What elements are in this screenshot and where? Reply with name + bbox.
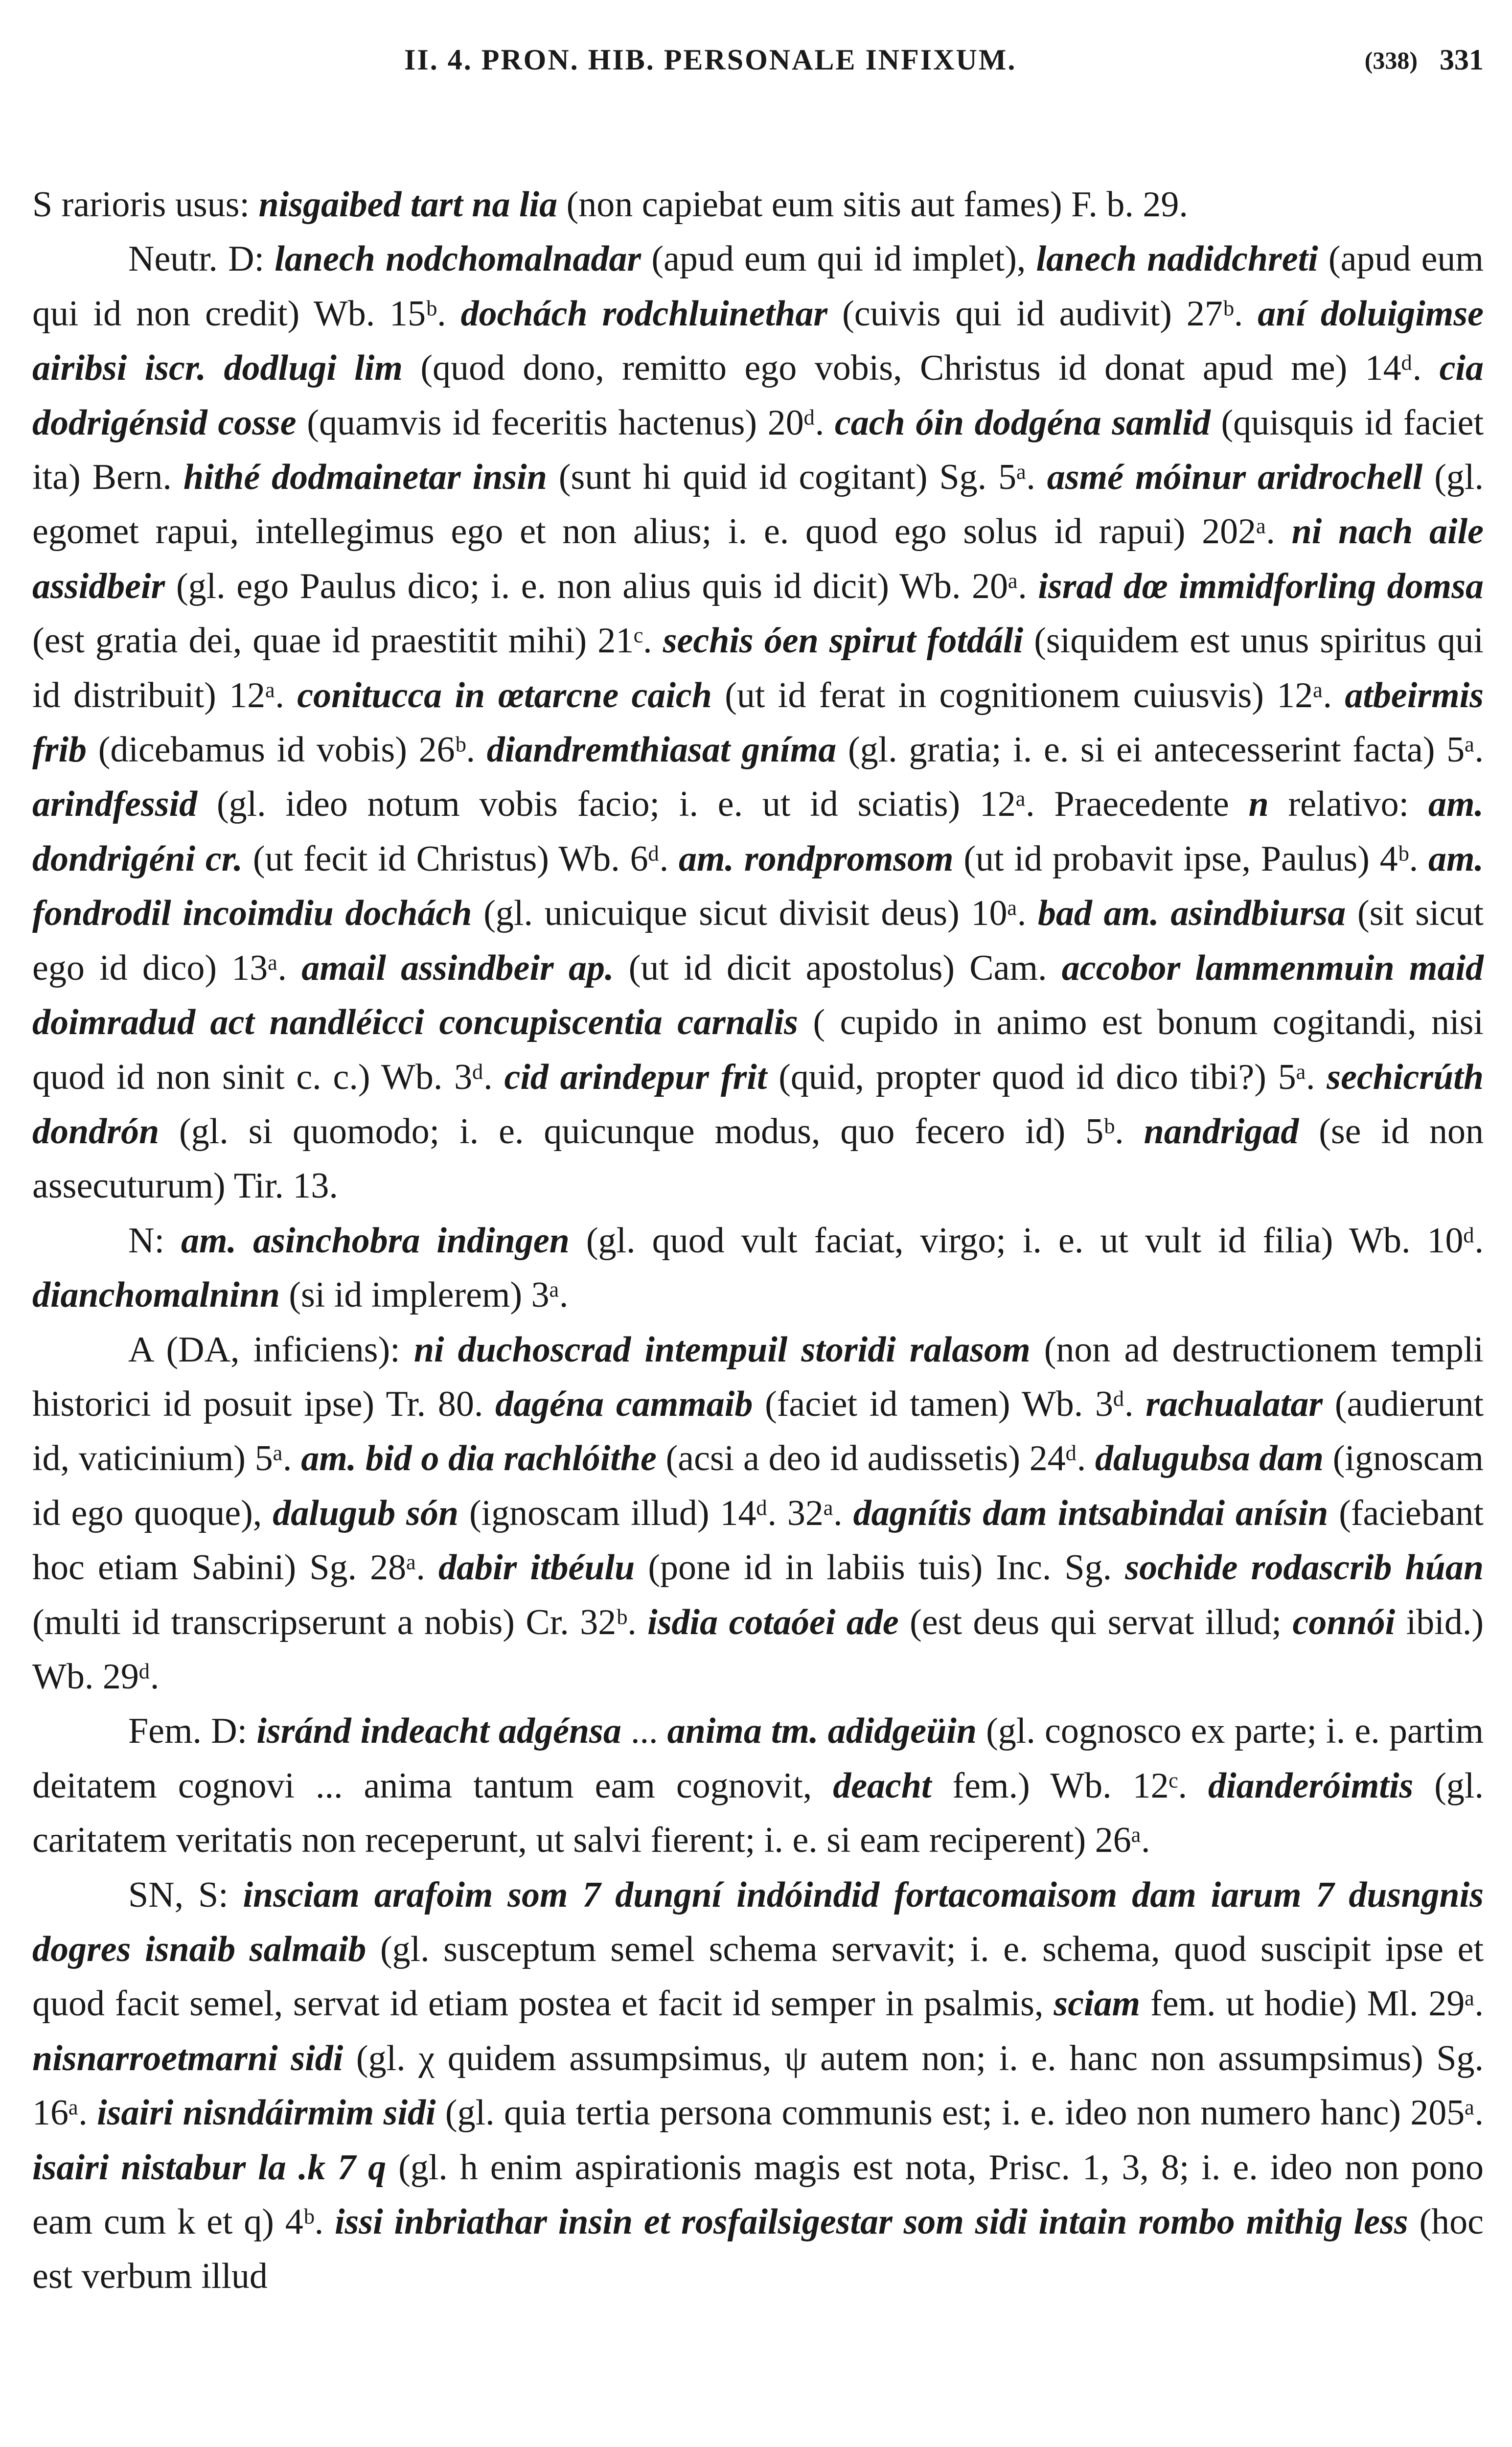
- latin-text: [206, 348, 224, 388]
- latin-text: (gl. si quomodo; i. e. quicunque modus, quo fecero id) 5ᵇ.: [159, 1111, 1144, 1152]
- irish-gloss: conitucca in œtarcne caich: [297, 675, 712, 716]
- latin-text: (quid, propter quod id dico tibi?) 5ᵃ.: [767, 1057, 1327, 1097]
- latin-text: A (DA, inficiens):: [128, 1329, 414, 1370]
- latin-text: (se id non assecuturum) Tir. 13.: [32, 1111, 1484, 1206]
- latin-text: (apud eum qui id non credit) Wb. 15ᵇ.: [32, 239, 1484, 334]
- latin-text: (quamvis id feceritis hactenus) 20ᵈ.: [296, 402, 835, 443]
- latin-text: (ut fecit id Christus) Wb. 6ᵈ.: [242, 838, 679, 879]
- irish-gloss: accobor lammenmuin maid doimradud act nandléicci concupiscentia carnalis: [32, 947, 1484, 1043]
- irish-gloss: diandremthiasat gníma: [486, 730, 837, 770]
- irish-gloss: cia dodrigénsid cosse: [32, 348, 1484, 443]
- paragraph: [32, 232, 1484, 1213]
- latin-text: (si id implerem) 3ᵃ.: [279, 1275, 569, 1316]
- latin-text: ...: [621, 1711, 667, 1752]
- latin-text: (cuivis qui id audivit) 27ᵇ.: [827, 293, 1258, 334]
- irish-gloss: am. dondrigéni cr.: [32, 784, 1484, 879]
- main-text: [32, 178, 1484, 2304]
- latin-text: (ut id ferat in cognitionem cuiusvis) 12ᵃ.: [711, 675, 1345, 716]
- latin-text: (pone id in labiis tuis) Inc. Sg.: [635, 1547, 1125, 1588]
- irish-gloss: lanech nodchomalnadar: [275, 239, 641, 279]
- latin-text: S rarioris usus:: [32, 185, 259, 225]
- latin-text: (sunt hi quid id cogitant) Sg. 5ᵃ.: [547, 457, 1047, 498]
- latin-text: (est deus qui servat illud;: [898, 1602, 1293, 1642]
- irish-gloss: dalugub són: [273, 1493, 459, 1533]
- latin-text: relativo:: [1268, 784, 1428, 825]
- irish-gloss: bad am. asindbiursa: [1037, 893, 1346, 934]
- latin-text: (apud eum qui id implet),: [641, 239, 1036, 279]
- paragraph: [32, 1323, 1484, 1705]
- irish-gloss: sochide rodascrib húan: [1125, 1547, 1484, 1588]
- irish-gloss: dianchomalninn: [32, 1275, 280, 1316]
- latin-text: SN, S:: [128, 1874, 243, 1915]
- irish-gloss: cach óin dodgéna samlid: [834, 402, 1211, 443]
- irish-gloss: issi inbriathar insin et rosfailsigestar som sidi intain rombo mithig less: [334, 2202, 1408, 2242]
- irish-gloss: am. rondpromsom: [678, 838, 954, 879]
- irish-gloss: cid arindepur frit: [504, 1057, 767, 1097]
- latin-text: (gl. quod vult faciat, virgo; i. e. ut vult id filia) Wb. 10ᵈ.: [569, 1220, 1484, 1261]
- paragraph: [32, 1868, 1484, 2304]
- latin-text: (audierunt id, vaticinium) 5ᵃ.: [32, 1384, 1484, 1479]
- irish-gloss: nisnarroetmarni sidi: [32, 2038, 344, 2078]
- latin-text: (gl. egomet rapui, intellegimus ego et non alius; i. e. quod ego solus id rapui) 202ᵃ.: [32, 457, 1484, 552]
- irish-gloss: n: [1248, 784, 1269, 825]
- irish-gloss: dodlugi lim: [224, 348, 403, 389]
- latin-text: Neutr. D:: [128, 239, 275, 279]
- irish-gloss: isdia cotaóei ade: [647, 1602, 899, 1642]
- latin-text: (dicebamus id vobis) 26ᵇ.: [87, 730, 487, 770]
- irish-gloss: isránd indeacht adgénsa: [256, 1711, 621, 1752]
- irish-gloss: arindfessid: [32, 784, 198, 825]
- latin-text: ibid.) Wb. 29ᵈ.: [32, 1602, 1484, 1697]
- page-number: 331: [1440, 44, 1484, 76]
- latin-text: (gl. gratia; i. e. si ei antecesserint facta) 5ᵃ.: [836, 730, 1484, 770]
- latin-text: (ut id dicit apostolus) Cam.: [614, 947, 1062, 988]
- irish-gloss: sciam: [1054, 1984, 1141, 2024]
- irish-gloss: am. fondrodil incoimdiu dochách: [32, 838, 1484, 934]
- latin-text: (gl. h enim aspirationis magis est nota, Prisc. 1, 3, 8; i. e. ideo non pono eam cum k et q) 4ᵇ.: [32, 2147, 1484, 2242]
- paragraph: [32, 178, 1484, 232]
- latin-text: (gl. cognosco ex parte; i. e. partim deitatem cognovi ... anima tantum eam cognovit,: [32, 1711, 1484, 1806]
- latin-text: (gl. susceptum semel schema servavit; i. e. schema, quod suscipit ipse et quod facit semel, servat id etiam postea et facit id semper in psalmis,: [32, 1929, 1484, 2024]
- irish-gloss: insciam arafoim som 7 dungní indóindid fortacomaisom dam iarum 7 dusngnis dogres isnaib salmaib: [32, 1874, 1484, 1969]
- latin-text: (faciebant hoc etiam Sabini) Sg. 28ᵃ.: [32, 1493, 1484, 1588]
- irish-gloss: ni nach aile assidbeir: [32, 511, 1484, 606]
- latin-text: ( cupido in animo est bonum cogitandi, nisi quod id non sinit c. c.) Wb. 3ᵈ.: [32, 1002, 1484, 1097]
- latin-text: (ignoscam id ego quoque),: [32, 1438, 1484, 1533]
- irish-gloss: deacht: [833, 1765, 932, 1806]
- irish-gloss: lanech nadidchreti: [1036, 239, 1318, 279]
- irish-gloss: aní doluigimse airibsi iscr.: [32, 293, 1484, 389]
- latin-text: fem.) Wb. 12ᶜ.: [931, 1765, 1208, 1806]
- irish-gloss: ni duchoscrad intempuil storidi ralasom: [413, 1329, 1031, 1370]
- latin-text: (non ad destructionem templi historici id posuit ipse) Tr. 80.: [32, 1329, 1484, 1424]
- latin-text: (gl. χ quidem assumpsimus, ψ autem non; i. e. hanc non assumpsimus) Sg. 16ᵃ.: [32, 2038, 1484, 2133]
- latin-text: Fem. D:: [128, 1711, 257, 1752]
- latin-text: (quod dono, remitto ego vobis, Christus id donat apud me) 14ᵈ.: [402, 348, 1440, 389]
- latin-text: (sit sicut ego id dico) 13ᵃ.: [32, 893, 1484, 988]
- irish-gloss: am. bid o dia rachlóithe: [301, 1438, 657, 1479]
- latin-text: (non capiebat eum sitis aut fames) F. b. 29.: [557, 185, 1188, 225]
- latin-text: (gl. quia tertia persona communis est; i. e. ideo non numero hanc) 205ᵃ.: [435, 2093, 1484, 2133]
- irish-gloss: dianderóimtis: [1208, 1765, 1414, 1806]
- latin-text: (ut id probavit ipse, Paulus) 4ᵇ.: [953, 838, 1428, 879]
- running-title: II. 4. PRON. HIB. PERSONALE INFIXUM.: [404, 44, 1017, 76]
- irish-gloss: amail assindbeir ap.: [301, 947, 614, 988]
- irish-gloss: sechis óen spirut fotdáli: [663, 621, 1024, 661]
- latin-text: (gl. unicuique sicut divisit deus) 10ᵃ.: [472, 893, 1038, 934]
- irish-gloss: nisgaibed tart na lia: [258, 185, 558, 225]
- irish-gloss: israd dœ immidforling domsa: [1038, 566, 1484, 606]
- latin-text: (est gratia dei, quae id praestitit mihi) 21ᶜ.: [32, 621, 663, 661]
- irish-gloss: atbeirmis frib: [32, 675, 1484, 770]
- latin-text: N:: [128, 1220, 182, 1261]
- latin-text: (siquidem est unus spiritus qui id distribuit) 12ᵃ.: [32, 621, 1484, 716]
- irish-gloss: rachualatar: [1145, 1384, 1323, 1424]
- paragraph: [32, 1704, 1484, 1868]
- irish-gloss: dalugubsa dam: [1095, 1438, 1324, 1479]
- irish-gloss: am. asinchobra indingen: [181, 1220, 570, 1261]
- irish-gloss: dagéna cammaib: [495, 1384, 753, 1424]
- latin-text: (quisquis id faciet ita) Bern.: [32, 402, 1484, 498]
- latin-text: (multi id transcripserunt a nobis) Cr. 32ᵇ.: [32, 1602, 648, 1642]
- irish-gloss: isairi nistabur la .k 7 q: [32, 2147, 387, 2188]
- irish-gloss: isairi nisndáirmim sidi: [97, 2093, 436, 2133]
- irish-gloss: connói: [1292, 1602, 1396, 1642]
- irish-gloss: anima tm. adidgeüin: [667, 1711, 977, 1752]
- irish-gloss: asmé móinur aridrochell: [1047, 457, 1423, 498]
- latin-text: (gl. caritatem veritatis non receperunt, ut salvi fierent; i. e. si eam reciperent) 26ᵃ.: [32, 1765, 1484, 1861]
- irish-gloss: nandrigad: [1144, 1111, 1299, 1152]
- original-page-number: (338): [1364, 46, 1418, 74]
- irish-gloss: dochách rodchluinethar: [460, 293, 828, 334]
- latin-text: (gl. ego Paulus dico; i. e. non alius quis id dicit) Wb. 20ᵃ.: [165, 566, 1038, 606]
- latin-text: fem. ut hodie) Ml. 29ᵃ.: [1140, 1984, 1484, 2024]
- running-header: [32, 43, 1484, 97]
- irish-gloss: dabir itbéulu: [438, 1547, 635, 1588]
- paragraph: [32, 1214, 1484, 1323]
- latin-text: (ignoscam illud) 14ᵈ. 32ᵃ.: [458, 1493, 853, 1533]
- irish-gloss: dagnítis dam intsabindai anísin: [853, 1493, 1329, 1533]
- irish-gloss: hithé dodmainetar insin: [183, 457, 547, 498]
- latin-text: (gl. ideo notum vobis facio; i. e. ut id sciatis) 12ᵃ. Praecedente: [197, 784, 1249, 825]
- latin-text: (acsi a deo id audissetis) 24ᵈ.: [656, 1438, 1095, 1479]
- latin-text: (faciet id tamen) Wb. 3ᵈ.: [753, 1384, 1146, 1424]
- irish-gloss: sechicrúth dondrón: [32, 1057, 1484, 1152]
- latin-text: (hoc est verbum illud: [32, 2202, 1484, 2297]
